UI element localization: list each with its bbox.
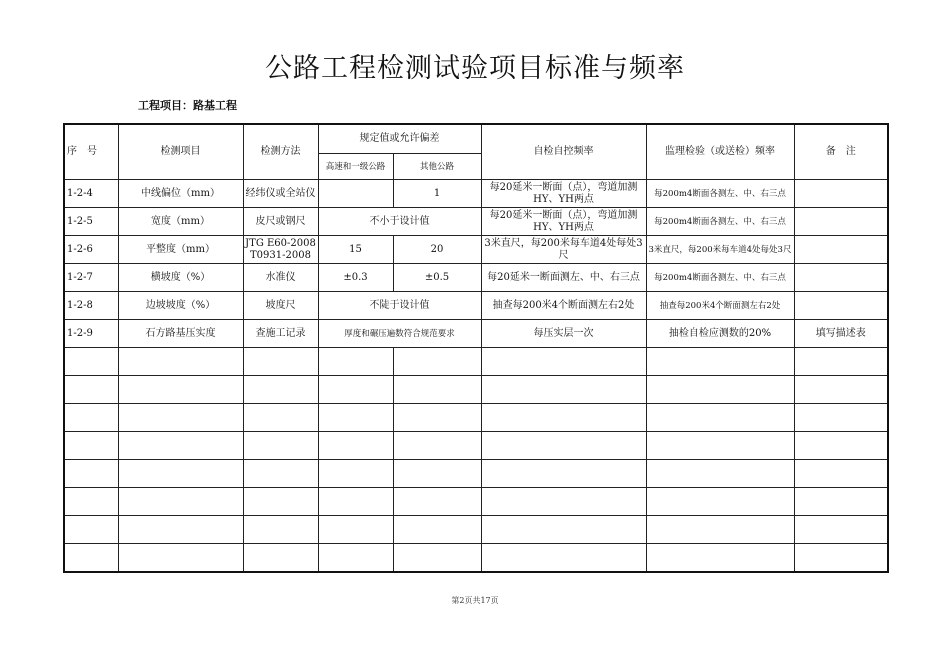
cell-highway (318, 180, 393, 208)
header-method: 检测方法 (243, 124, 318, 180)
cell-seq: 1-2-8 (64, 292, 118, 320)
header-self-check: 自检自控频率 (481, 124, 646, 180)
project-name: 路基工程 (193, 99, 237, 112)
empty-cell (243, 488, 318, 516)
header-seq: 序 号 (64, 124, 118, 180)
empty-cell (64, 432, 118, 460)
cell-method: 经纬仪或全站仪 (243, 180, 318, 208)
empty-cell (646, 404, 794, 432)
empty-cell (393, 376, 481, 404)
cell-item: 横坡度（%） (118, 264, 243, 292)
empty-cell (794, 488, 888, 516)
cell-supervision: 每200m4断面各测左、中、右三点 (646, 208, 794, 236)
empty-cell (646, 544, 794, 573)
cell-self-check: 抽查每200米4个断面测左右2处 (481, 292, 646, 320)
project-line (138, 97, 237, 113)
empty-cell (118, 404, 243, 432)
empty-row (64, 348, 888, 376)
empty-cell (318, 544, 393, 573)
empty-cell (318, 376, 393, 404)
cell-self-check: 每压实层一次 (481, 320, 646, 348)
empty-cell (646, 432, 794, 460)
cell-method: 查施工记录 (243, 320, 318, 348)
empty-cell (481, 432, 646, 460)
cell-highway: ±0.3 (318, 264, 393, 292)
cell-self-check: 3米直尺，每200米每车道4处每处3尺 (481, 236, 646, 264)
empty-row (64, 376, 888, 404)
cell-item: 边坡坡度（%） (118, 292, 243, 320)
empty-cell (481, 488, 646, 516)
table-row (64, 180, 888, 208)
empty-cell (481, 404, 646, 432)
cell-seq: 1-2-7 (64, 264, 118, 292)
empty-cell (393, 404, 481, 432)
empty-cell (243, 516, 318, 544)
cell-supervision: 抽检自检应测数的20% (646, 320, 794, 348)
header-supervision: 监理检验（或送检）频率 (646, 124, 794, 180)
header-other-road: 其他公路 (393, 154, 481, 180)
empty-cell (118, 544, 243, 573)
empty-cell (64, 516, 118, 544)
empty-cell (243, 348, 318, 376)
empty-cell (118, 516, 243, 544)
cell-seq: 1-2-9 (64, 320, 118, 348)
cell-seq: 1-2-4 (64, 180, 118, 208)
empty-cell (393, 460, 481, 488)
cell-seq: 1-2-5 (64, 208, 118, 236)
cell-item: 石方路基压实度 (118, 320, 243, 348)
empty-cell (318, 348, 393, 376)
empty-cell (243, 432, 318, 460)
cell-remark (794, 180, 888, 208)
empty-cell (481, 460, 646, 488)
cell-remark: 填写描述表 (794, 320, 888, 348)
empty-cell (393, 544, 481, 573)
cell-other: 20 (393, 236, 481, 264)
header-tolerance: 规定值或允许偏差 (318, 124, 481, 154)
empty-cell (794, 376, 888, 404)
empty-cell (118, 460, 243, 488)
cell-supervision: 每200m4断面各测左、中、右三点 (646, 264, 794, 292)
cell-self-check: 每20延米一断面（点），弯道加测HY、YH两点 (481, 208, 646, 236)
empty-cell (243, 376, 318, 404)
cell-tolerance: 不小于设计值 (318, 208, 481, 236)
empty-cell (393, 348, 481, 376)
empty-cell (243, 404, 318, 432)
empty-cell (318, 432, 393, 460)
page-footer: 第2页共17页 (451, 596, 499, 605)
empty-cell (794, 460, 888, 488)
empty-cell (794, 348, 888, 376)
empty-cell (318, 460, 393, 488)
empty-cell (794, 516, 888, 544)
cell-method: 皮尺或钢尺 (243, 208, 318, 236)
cell-method: JTG E60-2008 T0931-2008 (243, 236, 318, 264)
empty-cell (794, 404, 888, 432)
empty-cell (646, 460, 794, 488)
empty-cell (393, 516, 481, 544)
empty-cell (118, 432, 243, 460)
table-row (64, 264, 888, 292)
header-item: 检测项目 (118, 124, 243, 180)
empty-row (64, 544, 888, 573)
empty-cell (64, 488, 118, 516)
cell-other: 1 (393, 180, 481, 208)
empty-cell (794, 544, 888, 573)
project-label: 工程项目： (138, 99, 193, 112)
cell-self-check: 每20延米一断面（点），弯道加测HY、YH两点 (481, 180, 646, 208)
empty-cell (393, 488, 481, 516)
empty-row (64, 432, 888, 460)
cell-item: 中线偏位（mm） (118, 180, 243, 208)
cell-method: 坡度尺 (243, 292, 318, 320)
empty-cell (646, 516, 794, 544)
header-highway: 高速和一级公路 (318, 154, 393, 180)
page-title: 公路工程检测试验项目标准与频率 (265, 53, 685, 84)
cell-method: 水准仪 (243, 264, 318, 292)
cell-item: 平整度（mm） (118, 236, 243, 264)
header-row-1 (64, 124, 888, 154)
empty-cell (64, 348, 118, 376)
empty-row (64, 404, 888, 432)
cell-remark (794, 236, 888, 264)
cell-seq: 1-2-6 (64, 236, 118, 264)
table-row (64, 236, 888, 264)
empty-cell (646, 376, 794, 404)
cell-other: ±0.5 (393, 264, 481, 292)
empty-row (64, 460, 888, 488)
empty-cell (481, 348, 646, 376)
empty-cell (64, 404, 118, 432)
cell-supervision: 抽查每200米4个断面测左右2处 (646, 292, 794, 320)
empty-cell (118, 376, 243, 404)
cell-remark (794, 208, 888, 236)
empty-cell (243, 544, 318, 573)
cell-remark (794, 264, 888, 292)
cell-remark (794, 292, 888, 320)
empty-cell (64, 544, 118, 573)
empty-row (64, 516, 888, 544)
header-remark: 备 注 (794, 124, 888, 180)
empty-cell (794, 432, 888, 460)
empty-cell (118, 488, 243, 516)
empty-cell (243, 460, 318, 488)
table-row (64, 208, 888, 236)
empty-cell (118, 348, 243, 376)
empty-row (64, 488, 888, 516)
empty-cell (64, 460, 118, 488)
table-row (64, 320, 888, 348)
empty-cell (393, 432, 481, 460)
empty-cell (318, 488, 393, 516)
cell-tolerance: 不陡于设计值 (318, 292, 481, 320)
cell-self-check: 每20延米一断面测左、中、右三点 (481, 264, 646, 292)
empty-cell (318, 404, 393, 432)
cell-supervision: 每200m4断面各测左、中、右三点 (646, 180, 794, 208)
empty-cell (481, 516, 646, 544)
cell-tolerance: 厚度和碾压遍数符合规范要求 (318, 320, 481, 348)
empty-cell (481, 376, 646, 404)
empty-cell (318, 516, 393, 544)
empty-cell (481, 544, 646, 573)
table-row (64, 292, 888, 320)
empty-cell (646, 488, 794, 516)
empty-cell (646, 348, 794, 376)
cell-supervision: 3米直尺，每200米每车道4处每处3尺 (646, 236, 794, 264)
empty-cell (64, 376, 118, 404)
standards-table (63, 123, 889, 573)
cell-item: 宽度（mm） (118, 208, 243, 236)
cell-highway: 15 (318, 236, 393, 264)
